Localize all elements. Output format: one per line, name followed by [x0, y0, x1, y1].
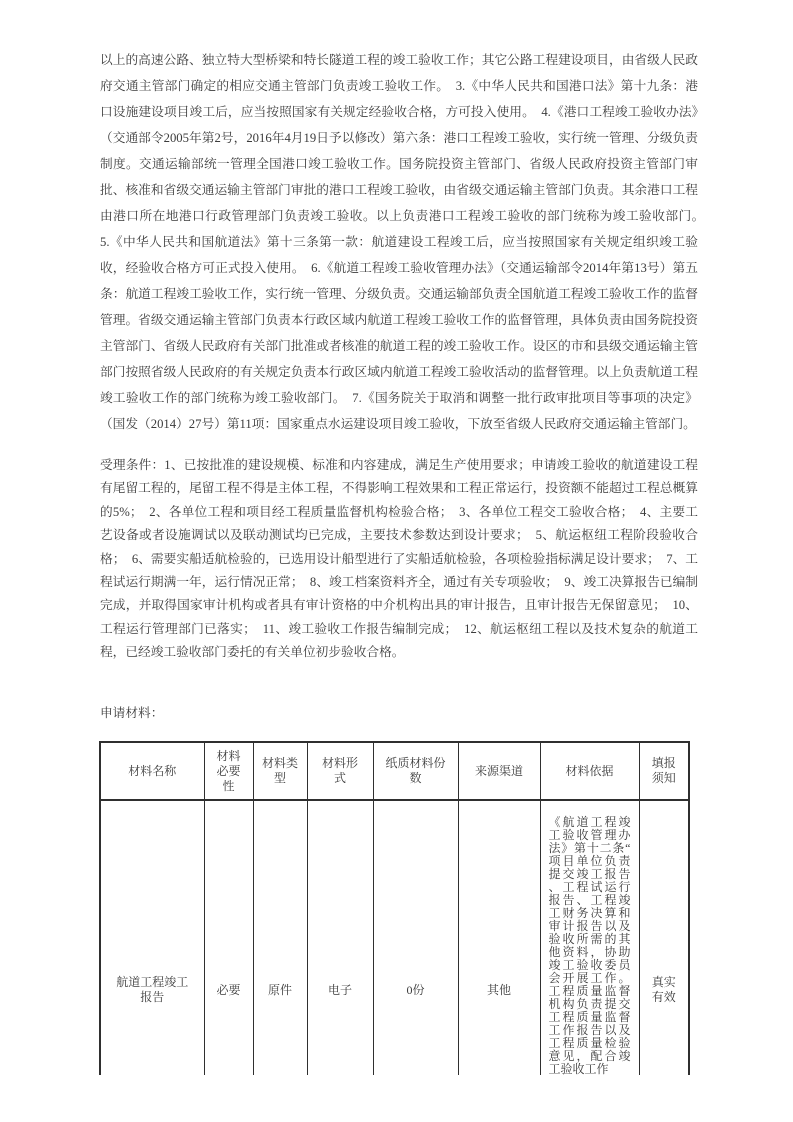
cell-material-name: 航道工程竣工报告	[100, 800, 204, 1075]
cell-material-type: 原件	[253, 800, 307, 1075]
cell-source-channel: 其他	[458, 800, 540, 1075]
col-header-material-form: 材料形式	[307, 742, 373, 800]
material-row	[100, 800, 689, 1075]
cell-material-form: 电子	[307, 800, 373, 1075]
cell-filling-notes: 真实有效	[639, 800, 689, 1075]
col-header-paper-copies: 纸质材料份数	[373, 742, 458, 800]
acceptance-conditions-paragraph: 受理条件：1、已按批准的建设规模、标准和内容建成，满足生产使用要求；申请竣工验收的航道建设工程有尾留工程的，尾留工程不得是主体工程，不得影响工程效果和工程正常运行，投资额不能超过工程总概算的5%； 2、各单位工程和项目经工程质量监督机构检验合格； 3、各单位工程交工验收合格； 4、主要工艺设备或者设施调试以及联动测试均已完成，主要技术参数达到设计要求； 5、航运枢纽工程阶段验收合格； 6、需要实船适航检验的，已选用设计船型进行了实船适航检验，各项检验指标满足设计要求； 7、工程试运行期满一年，运行情况正常； 8、竣工档案资料齐全，通过有关专项验收； 9、竣工决算报告已编制完成，并取得国家审计机构或者具有审计资格的中介机构出具的审计报告，且审计报告无保留意见； 10、工程运行管理部门已落实； 11、竣工验收工作报告编制完成； 12、航运枢纽工程以及技术复杂的航道工程，已经竣工验收部门委托的有关单位初步验收合格。	[100, 458, 698, 660]
cell-paper-copies: 0份	[373, 800, 458, 1075]
col-header-filling-notes: 填报须知	[639, 742, 689, 800]
col-header-necessity: 材料必要性	[204, 742, 253, 800]
application-materials-table	[99, 741, 696, 1075]
col-header-source-channel: 来源渠道	[458, 742, 540, 800]
application-materials-label: 申请材料：	[100, 706, 164, 720]
legal-basis-paragraph: 以上的高速公路、独立特大型桥梁和特长隧道工程的竣工验收工作；其它公路工程建设项目，由省级人民政府交通主管部门确定的相应交通主管部门负责竣工验收工作。 3.《中华人民共和国港口法》第十九条：港口设施建设项目竣工后，应当按照国家有关规定经验收合格，方可投入使用。 4.《港口工程竣工验收办法》（交通部令2005年第2号，2016年4月19日予以修改）第六条：港口工程竣工验收，实行统一管理、分级负责制度。交通运输部统一管理全国港口竣工验收工作。国务院投资主管部门、省级人民政府投资主管部门审批、核准和省级交通运输主管部门审批的港口工程竣工验收，由省级交通运输主管部门负责。其余港口工程由港口所在地港口行政管理部门负责竣工验收。以上负责港口工程竣工验收的部门统称为竣工验收部门。 5.《中华人民共和国航道法》第十三条第一款：航道建设工程竣工后，应当按照国家有关规定组织竣工验收，经验收合格方可正式投入使用。 6.《航道工程竣工验收管理办法》（交通运输部令2014年第13号）第五条：航道工程竣工验收工作，实行统一管理、分级负责。交通运输部负责全国航道工程竣工验收工作的监督管理。省级交通运输主管部门负责本行政区域内航道工程竣工验收工作的监督管理，具体负责由国务院投资主管部门、省级人民政府有关部门批准或者核准的航道工程的竣工验收工作。设区的市和县级交通运输主管部门按照省级人民政府的有关规定负责本行政区域内航道工程竣工验收活动的监督管理。以上负责航道工程竣工验收工作的部门统称为竣工验收部门。 7.《国务院关于取消和调整一批行政审批项目等事项的决定》（国发（2014）27号）第11项：国家重点水运建设项目竣工验收，下放至省级人民政府交通运输主管部门。	[100, 53, 711, 431]
col-header-material-type: 材料类型	[253, 742, 307, 800]
cell-material-basis: 《航道工程竣工验收管理办法》第十二条“项目单位负责提交竣工报告、工程试运行报告、工程竣工财务决算和审计报告以及验收所需的其他资料，协助竣工验收委员会开展工作。工程质量监督机构负责提交工程质量监督工作报告以及工程质量检验意见，配合竣工验收工作	[540, 800, 639, 1075]
col-header-material-basis: 材料依据	[540, 742, 639, 800]
materials-table-header-row	[100, 742, 689, 800]
col-header-material-name: 材料名称	[100, 742, 204, 800]
cell-necessity: 必要	[204, 800, 253, 1075]
materials-table-grid	[99, 741, 690, 1075]
